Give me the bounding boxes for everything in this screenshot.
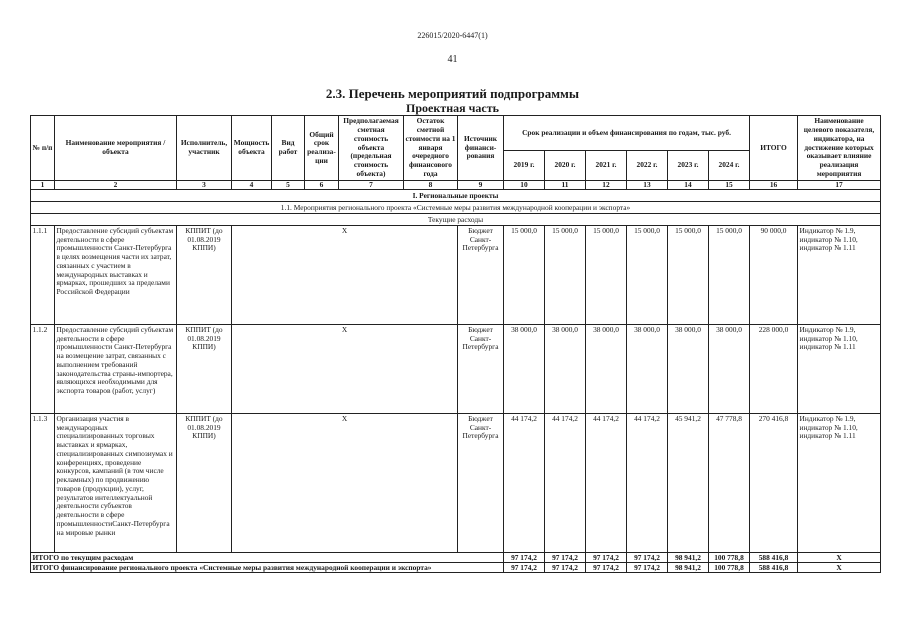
total-value: 97 174,2 [627,563,668,573]
row-total: 270 416,8 [750,414,798,553]
page-subtitle: Проектная часть [406,101,499,115]
column-number: 17 [798,181,881,190]
row-value: 15 000,0 [545,226,586,325]
row-value: 44 174,2 [504,414,545,553]
total-sum: 588 416,8 [750,553,798,563]
row-total: 90 000,0 [750,226,798,325]
column-number: 16 [750,181,798,190]
total-value: 97 174,2 [504,553,545,563]
total-value: 97 174,2 [545,563,586,573]
column-number: 9 [458,181,504,190]
row-value: 44 174,2 [627,414,668,553]
total-value: 97 174,2 [504,563,545,573]
row-source: Бюджет Санкт-Петербурга [458,414,504,553]
header-year: 2022 г. [627,151,668,181]
row-value: 45 941,2 [668,414,709,553]
total-value: 100 778,8 [709,563,750,573]
header-funding-group: Срок реализации и объем финансирования по годам, тыс. руб. [504,116,750,151]
column-number: 13 [627,181,668,190]
page-title: 2.3. Перечень мероприятий подпрограммы [325,86,580,101]
header-capacity: Мощность объекта [232,116,272,181]
row-value: 38 000,0 [668,325,709,414]
section-project-measures: 1.1. Мероприятия регионального проекта «Системные меры развития международной кооперации и экспорта» [31,202,881,214]
row-value: 44 174,2 [586,414,627,553]
row-num: 1.1.3 [31,414,55,553]
header-year: 2024 г. [709,151,750,181]
row-value: 38 000,0 [586,325,627,414]
column-number: 10 [504,181,545,190]
total-value: 98 941,2 [668,563,709,573]
row-value: 38 000,0 [627,325,668,414]
row-value: 44 174,2 [545,414,586,553]
row-value: 38 000,0 [545,325,586,414]
row-source: Бюджет Санкт-Петербурга [458,226,504,325]
table-row [31,325,881,414]
row-value: 15 000,0 [668,226,709,325]
column-number: 11 [545,181,586,190]
row-indicator: Индикатор № 1.9, индикатор № 1.10, индикатор № 1.11 [798,226,881,325]
page-number: 41 [447,54,458,65]
column-number: 4 [232,181,272,190]
total-row [31,563,881,573]
row-indicator: Индикатор № 1.9, индикатор № 1.10, индикатор № 1.11 [798,325,881,414]
total-mark: X [798,553,881,563]
row-value: 38 000,0 [504,325,545,414]
column-number: 12 [586,181,627,190]
document-registration-number: 226015/2020-6447(1) [417,31,488,40]
row-value: 15 000,0 [586,226,627,325]
row-name: Организация участия в международных специализированных торговых выставках и ярмарках, специализированных симпозиумах и конференциях, проведение конкурсов, кампаний (в том числе рекламных) по продвижению товаров (продукции), услуг, результатов интеллектуальной деятельности субъектов деятельности в сфере промышленностиСанкт-Петербурга на мировые рынки [55,414,177,553]
row-total: 228 000,0 [750,325,798,414]
measures-table [30,115,881,573]
column-number: 8 [404,181,458,190]
header-executor: Исполнитель, участник [177,116,232,181]
row-mark: X [232,414,458,553]
row-executor: КППИТ (до 01.08.2019 КППИ) [177,414,232,553]
total-value: 98 941,2 [668,553,709,563]
header-remaining-cost: Остаток сметной стоимости на 1 января очередного финансового года [404,116,458,181]
row-value: 15 000,0 [504,226,545,325]
total-row [31,553,881,563]
column-number: 6 [305,181,339,190]
header-indicator: Наименование целевого показателя, индикатора, на достижение которых оказывает влияние реализация мероприятия [798,116,881,181]
row-indicator: Индикатор № 1.9, индикатор № 1.10, индикатор № 1.11 [798,414,881,553]
column-number: 1 [31,181,55,190]
column-number: 7 [339,181,404,190]
row-name: Предоставление субсидий субъектам деятельности в сфере промышленности Санкт-Петербурга в целях возмещения части их затрат, связанных с участием в международных выставках и ярмарках, прошедших за пределами Российской Федерации [55,226,177,325]
total-sum: 588 416,8 [750,563,798,573]
total-label: ИТОГО финансирование регионального проекта «Системные меры развития международной кооперации и экспорта» [31,563,504,573]
column-number: 5 [272,181,305,190]
header-total: ИТОГО [750,116,798,181]
row-mark: X [232,325,458,414]
header-year: 2020 г. [545,151,586,181]
header-year: 2019 г. [504,151,545,181]
header-funding-source: Источник финанси-рования [458,116,504,181]
column-number: 15 [709,181,750,190]
row-source: Бюджет Санкт-Петербурга [458,325,504,414]
row-name: Предоставление субсидий субъектам деятельности в сфере промышленности Санкт-Петербурга на возмещение затрат, связанных с выполнением требований законодательства страны-импортера, являющихся необходимыми для экспорта товаров (работ, услуг) [55,325,177,414]
row-mark: X [232,226,458,325]
row-executor: КППИТ (до 01.08.2019 КППИ) [177,325,232,414]
section-regional-projects: I. Региональные проекты [31,190,881,202]
table-row [31,226,881,325]
header-name: Наименование мероприятия / объекта [55,116,177,181]
row-value: 38 000,0 [709,325,750,414]
header-term: Общий срок реализа-ции [305,116,339,181]
column-number: 14 [668,181,709,190]
table-row [31,414,881,553]
row-num: 1.1.1 [31,226,55,325]
total-value: 97 174,2 [627,553,668,563]
row-value: 15 000,0 [627,226,668,325]
header-work-type: Вид работ [272,116,305,181]
section-current-expenses: Текущие расходы [31,214,881,226]
total-mark: X [798,563,881,573]
row-value: 15 000,0 [709,226,750,325]
total-value: 100 778,8 [709,553,750,563]
header-num: № п/п [31,116,55,181]
header-estimated-cost: Предполагаемая сметная стоимость объекта (предельная стоимость объекта) [339,116,404,181]
column-number: 2 [55,181,177,190]
column-number: 3 [177,181,232,190]
total-label: ИТОГО по текущим расходам [31,553,504,563]
row-executor: КППИТ (до 01.08.2019 КППИ) [177,226,232,325]
row-value: 47 778,8 [709,414,750,553]
total-value: 97 174,2 [545,553,586,563]
total-value: 97 174,2 [586,553,627,563]
header-year: 2021 г. [586,151,627,181]
total-value: 97 174,2 [586,563,627,573]
row-num: 1.1.2 [31,325,55,414]
header-year: 2023 г. [668,151,709,181]
